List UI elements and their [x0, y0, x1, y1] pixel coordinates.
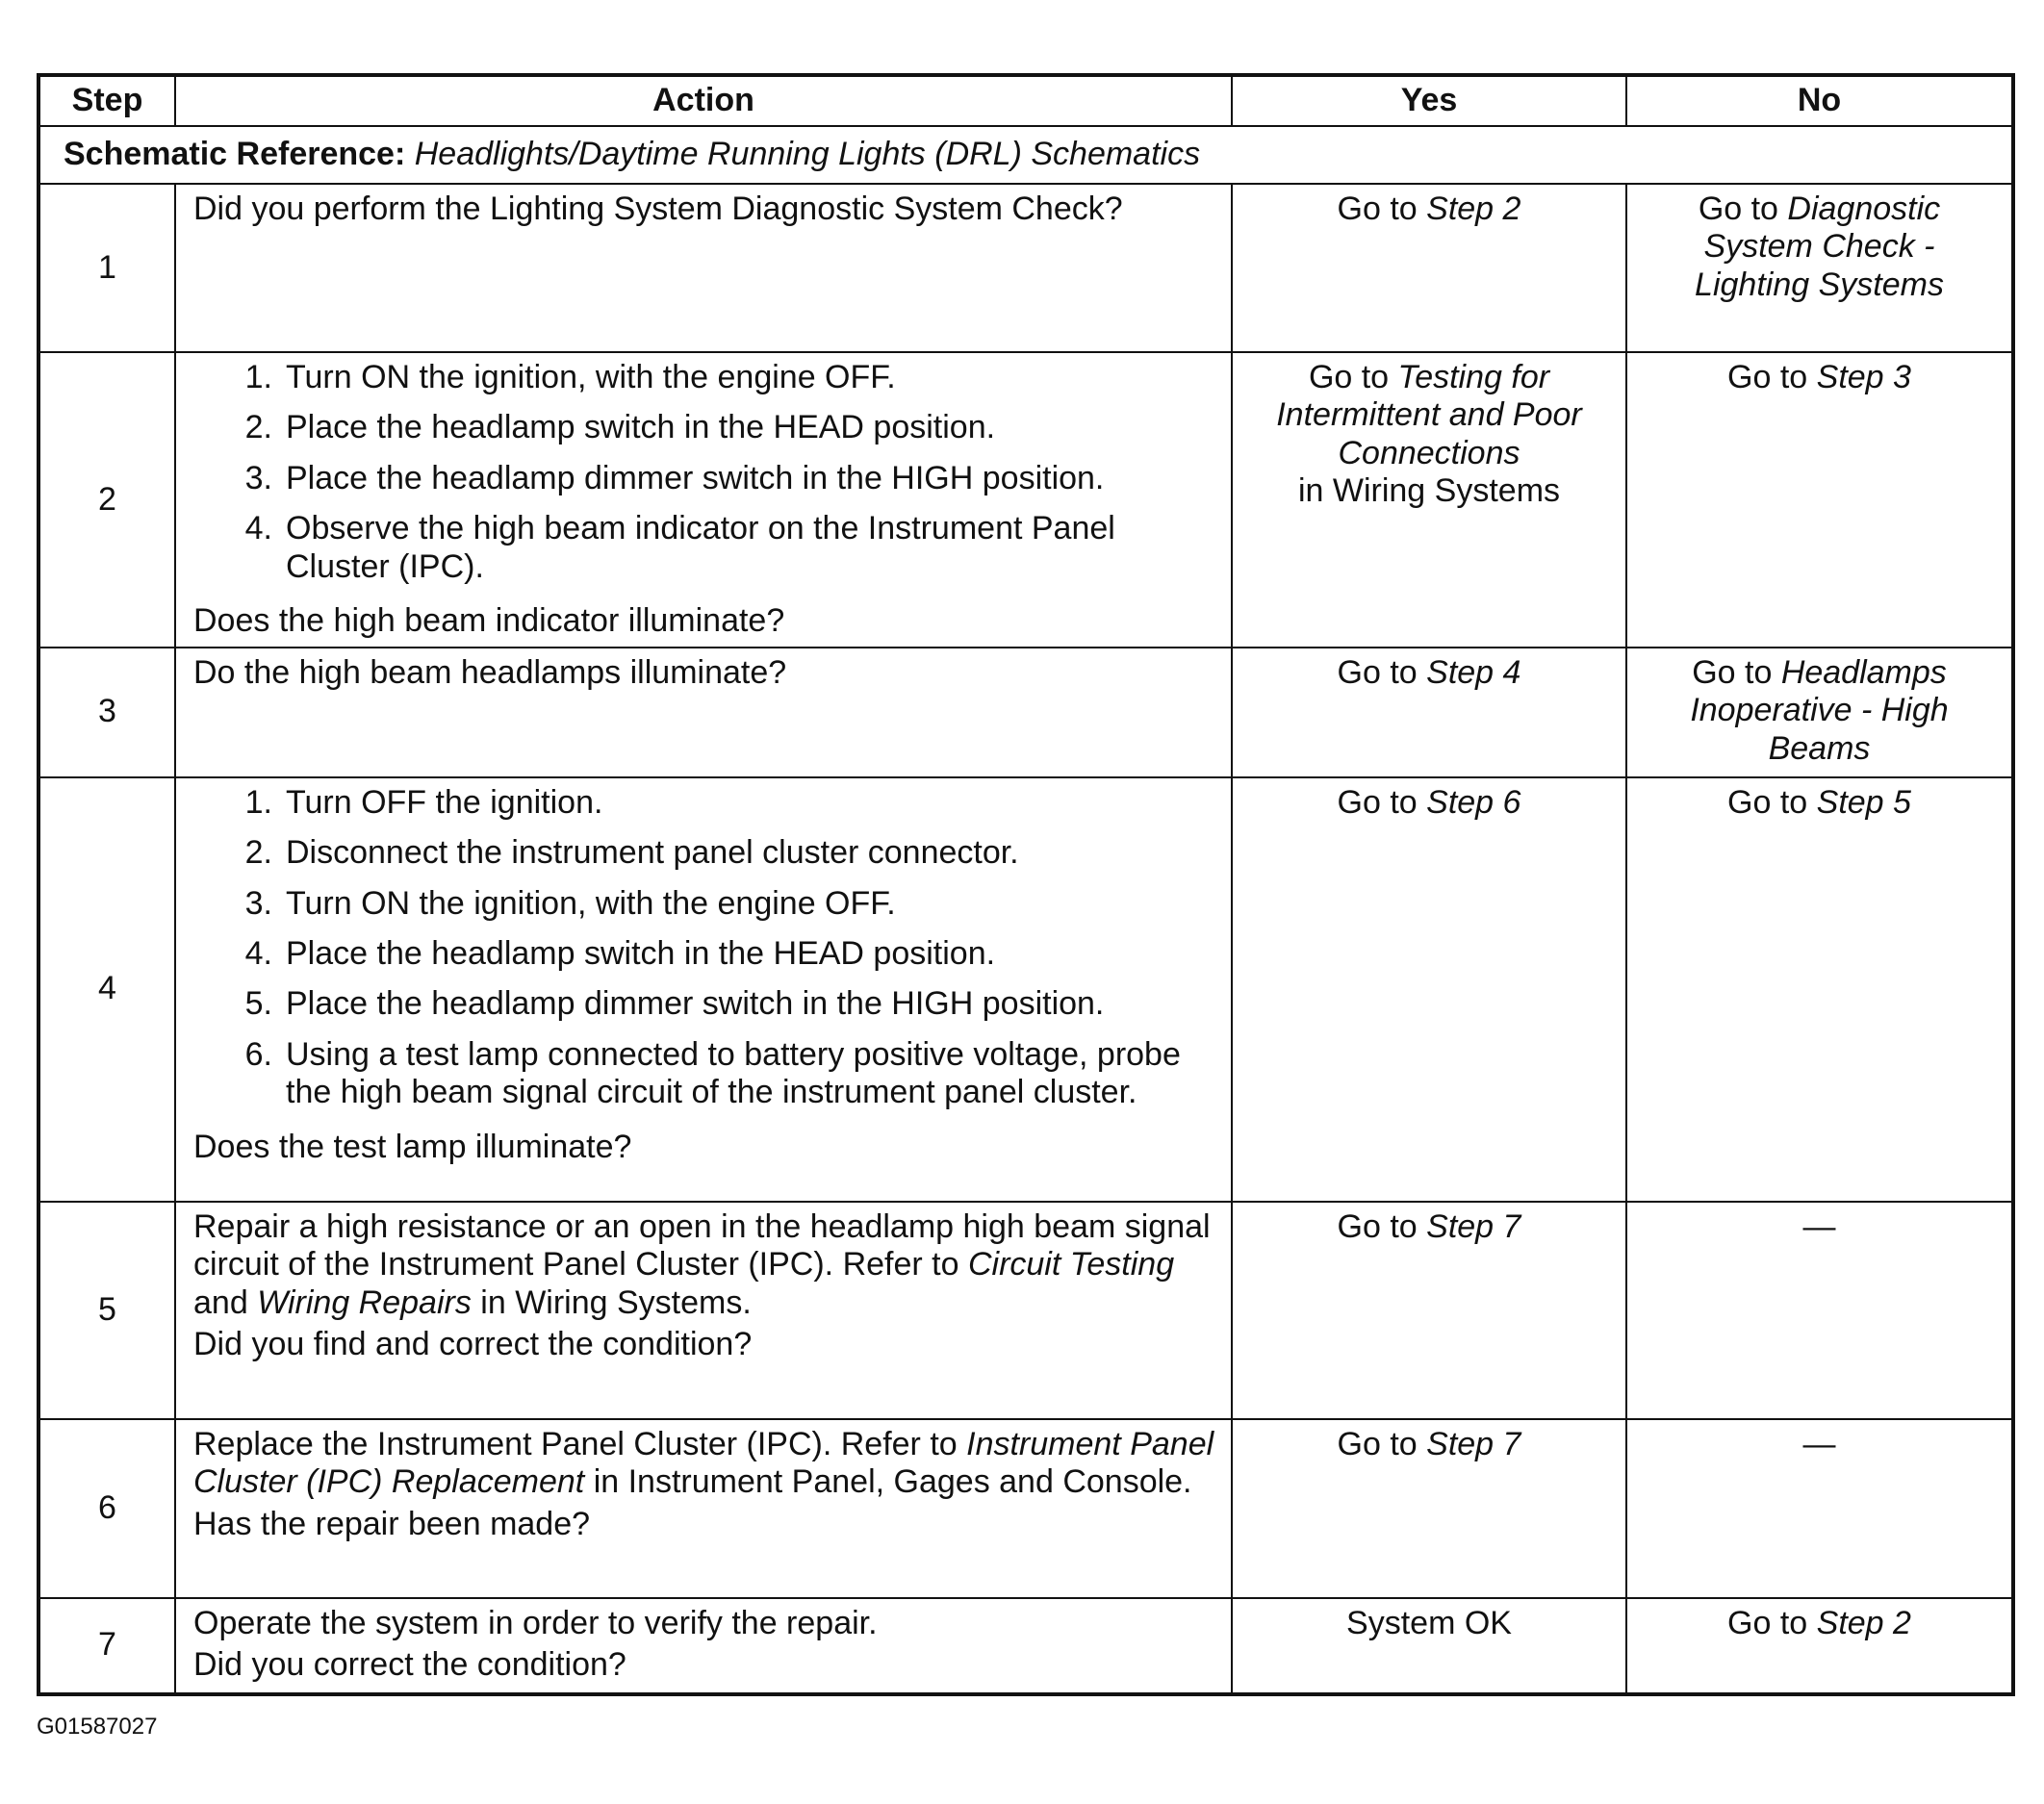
- no-link[interactable]: Headlamps Inoperative - High Beams: [1690, 653, 1949, 767]
- yes-prefix: Go to: [1337, 653, 1427, 691]
- list-item: 2. Place the headlamp switch in the HEAD position.: [244, 409, 996, 446]
- step-number: 2: [38, 352, 175, 648]
- action-question: Do the high beam headlamps illuminate?: [193, 653, 787, 691]
- yes-link[interactable]: Step 4: [1426, 653, 1521, 691]
- step-number: 6: [38, 1419, 175, 1598]
- schematic-label: Schematic Reference:: [64, 136, 406, 173]
- list-item: 1. Turn ON the ignition, with the engine OFF.: [244, 359, 896, 395]
- no-cell: [1626, 352, 2013, 648]
- list-item: 3. Place the headlamp dimmer switch in the HIGH position.: [244, 459, 1105, 496]
- no-link[interactable]: Step 3: [1816, 359, 1911, 395]
- no-cell: [1626, 1202, 2013, 1419]
- diagnostic-table: [37, 73, 2015, 1696]
- yes-prefix: Go to: [1337, 1207, 1427, 1245]
- action-question: Did you correct the condition?: [193, 1646, 626, 1684]
- step-number: 4: [38, 777, 175, 1202]
- yes-cell: [1232, 352, 1626, 648]
- action-text: Operate the system in order to verify the repair.: [193, 1604, 878, 1641]
- schematic-reference: [38, 126, 2013, 184]
- yes-link[interactable]: Step 2: [1426, 191, 1521, 227]
- action-question: Did you perform the Lighting System Diagnostic System Check?: [193, 191, 1123, 227]
- yes-prefix: Go to: [1337, 1425, 1427, 1462]
- schematic-row: [38, 126, 2013, 184]
- ipc-replacement-link[interactable]: Instrument Panel Cluster (IPC) Replacement: [193, 1425, 1214, 1501]
- list-item: 4. Place the headlamp switch in the HEAD position.: [244, 934, 996, 972]
- yes-link[interactable]: Step 7: [1426, 1425, 1521, 1462]
- action-question: Has the repair been made?: [193, 1505, 591, 1542]
- header-action: Action: [175, 75, 1232, 126]
- yes-cell: [1232, 1598, 1626, 1694]
- no-cell: [1626, 1598, 2013, 1694]
- list-item: 1. Turn OFF the ignition.: [244, 783, 603, 821]
- action-question: Does the high beam indicator illuminate?: [193, 602, 785, 640]
- action-text: Replace the Instrument Panel Cluster (IPC). Refer to Instrument Panel Cluster (IPC) Replacement in Instrument Panel, Gages and Console.: [193, 1425, 1214, 1501]
- yes-cell: [1232, 1202, 1626, 1419]
- action-question: Does the test lamp illuminate?: [193, 1128, 632, 1165]
- no-dash: —: [1802, 1425, 1836, 1462]
- table-row: [38, 184, 2013, 352]
- yes-suffix: in Wiring Systems: [1297, 472, 1561, 510]
- action-text: Repair a high resistance or an open in the headlamp high beam signal circuit of the Instrument Panel Cluster (IPC). Refer to Circuit Testing and Wiring Repairs in Wiring Systems.: [193, 1207, 1211, 1321]
- no-cell: [1626, 777, 2013, 1202]
- action-cell: [175, 648, 1232, 777]
- no-cell: [1626, 1419, 2013, 1598]
- action-cell: [175, 777, 1232, 1202]
- schematic-link[interactable]: Headlights/Daytime Running Lights (DRL) Schematics: [414, 136, 1201, 173]
- header-yes: Yes: [1232, 75, 1626, 126]
- action-list: [193, 359, 1217, 598]
- no-prefix: Go to: [1727, 1604, 1817, 1641]
- yes-prefix: Go to: [1337, 783, 1427, 821]
- action-cell: [175, 1419, 1232, 1598]
- circuit-testing-link[interactable]: Circuit Testing: [967, 1246, 1175, 1283]
- no-prefix: Go to: [1692, 653, 1781, 691]
- list-item: 2. Disconnect the instrument panel cluster connector.: [244, 834, 1019, 872]
- action-cell: [175, 184, 1232, 352]
- yes-prefix: Go to: [1337, 191, 1427, 227]
- yes-cell: [1232, 184, 1626, 352]
- yes-link[interactable]: Testing for Intermittent and Poor Connections: [1276, 359, 1582, 471]
- step-number: 5: [38, 1202, 175, 1419]
- action-cell: [175, 1202, 1232, 1419]
- no-cell: [1626, 648, 2013, 777]
- yes-link[interactable]: Step 7: [1426, 1207, 1521, 1245]
- action-question: Did you find and correct the condition?: [193, 1325, 753, 1362]
- table-row: [38, 777, 2013, 1202]
- no-link[interactable]: Diagnostic System Check - Lighting Systems: [1695, 191, 1944, 303]
- figure-id: G01587027: [37, 1714, 158, 1740]
- yes-cell: [1232, 648, 1626, 777]
- header-step: Step: [38, 75, 175, 126]
- yes-link[interactable]: Step 6: [1426, 783, 1521, 821]
- action-cell: [175, 1598, 1232, 1694]
- list-item: 3. Turn ON the ignition, with the engine OFF.: [244, 884, 896, 922]
- step-number: 1: [38, 184, 175, 352]
- action-list: [193, 784, 1217, 1125]
- step-number: 3: [38, 648, 175, 777]
- list-item: 4. Observe the high beam indicator on the Instrument Panel Cluster (IPC).: [244, 510, 1115, 585]
- table-row: [38, 1202, 2013, 1419]
- step-number: 7: [38, 1598, 175, 1694]
- header-no: No: [1626, 75, 2013, 126]
- list-item: 5. Place the headlamp dimmer switch in the HIGH position.: [244, 985, 1105, 1023]
- wiring-repairs-link[interactable]: Wiring Repairs: [257, 1283, 472, 1321]
- no-cell: [1626, 184, 2013, 352]
- table-row: [38, 1598, 2013, 1694]
- yes-cell: [1232, 1419, 1626, 1598]
- no-link[interactable]: Step 2: [1816, 1604, 1911, 1641]
- no-dash: —: [1802, 1207, 1836, 1245]
- yes-prefix: Go to: [1308, 359, 1398, 395]
- no-link[interactable]: Step 5: [1816, 783, 1911, 821]
- table-row: [38, 352, 2013, 648]
- table-row: [38, 648, 2013, 777]
- no-prefix: Go to: [1698, 191, 1788, 227]
- table-row: [38, 1419, 2013, 1598]
- yes-text: System OK: [1346, 1604, 1512, 1641]
- list-item: 6. Using a test lamp connected to battery positive voltage, probe the high beam signal circuit of the instrument panel cluster.: [244, 1035, 1181, 1111]
- action-cell: [175, 352, 1232, 648]
- no-prefix: Go to: [1727, 359, 1817, 395]
- yes-cell: [1232, 777, 1626, 1202]
- no-prefix: Go to: [1727, 783, 1817, 821]
- header-row: [38, 75, 2013, 126]
